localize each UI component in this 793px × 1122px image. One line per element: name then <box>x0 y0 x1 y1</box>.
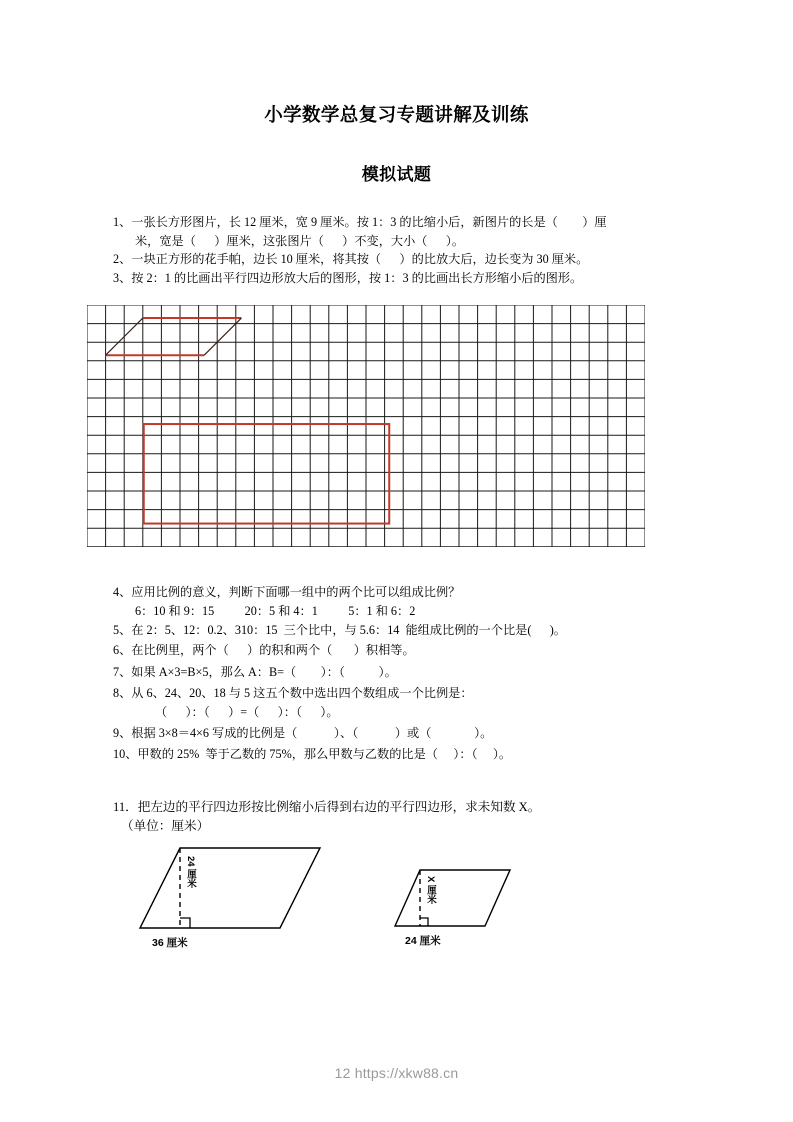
figure-11 <box>120 838 680 968</box>
question-1-line-1: 1、一张长方形图片，长 12 厘米，宽 9 厘米。按 1：3 的比缩小后，新图片的长是（ ）厘 <box>113 215 607 229</box>
question-6-line-1: 6、在比例里，两个（ ）的积和两个（ ）积相等。 <box>113 643 415 657</box>
question-4 <box>113 583 713 620</box>
question-5 <box>113 621 713 640</box>
question-6 <box>113 641 713 660</box>
question-11-line-2: （单位：厘米） <box>121 819 210 833</box>
question-9 <box>113 724 713 743</box>
question-9-line-1: 9、根据 3×8＝4×6 写成的比例是（ ）、（ ）或（ ）。 <box>113 726 493 740</box>
question-10-line-1: 10、甲数的 25% 等于乙数的 75%，那么甲数与乙数的比是（ ）：（ ）。 <box>113 747 512 761</box>
question-3 <box>113 269 713 288</box>
left-parallelogram-outline <box>140 848 320 928</box>
question-5-line-1: 5、在 2：5、12：0.2、310：15 三个比中，与 5.6：14 能组成比例的一个比是( )。 <box>113 623 566 637</box>
right-parallelogram-outline <box>395 870 510 926</box>
question-7-line-1: 7、如果 A×3=B×5，那么 A：B=（ ）：（ ）。 <box>113 665 397 679</box>
question-10 <box>113 745 713 764</box>
question-4-line-1: 4、应用比例的意义，判断下面哪一组中的两个比可以组成比例？ <box>113 585 461 599</box>
rectangle-shape <box>144 424 390 524</box>
question-4-line-2: 6：10 和 9：15 20：5 和 4：1 5：1 和 6：2 <box>135 603 416 618</box>
question-2 <box>113 250 713 269</box>
right-right-angle-mark <box>420 918 428 926</box>
question-8-line-1: 8、从 6、24、20、18 与 5 这五个数中选出四个数组成一个比例是： <box>113 686 473 700</box>
question-3-line-1: 3、按 2：1 的比画出平行四边形放大后的图形，按 1：3 的比画出长方形缩小后的图形。 <box>113 271 583 285</box>
question-7 <box>113 663 713 682</box>
right-parallelogram-base-label: 24 厘米 <box>405 935 441 947</box>
question-11-line-1: 11．把左边的平行四边形按比例缩小后得到右边的平行四边形，求未知数 X。 <box>113 800 541 814</box>
grid-figure <box>87 305 646 557</box>
grid-figure-canvas <box>87 305 645 547</box>
question-1 <box>113 213 713 250</box>
figure-11-canvas <box>120 838 680 968</box>
page-title: 小学数学总复习专题讲解及训练 <box>264 104 529 125</box>
question-8 <box>113 684 713 721</box>
left-right-angle-mark <box>180 918 190 928</box>
footer-watermark: 12 https://xkw88.cn <box>334 1065 459 1081</box>
question-8-line-2: （ ）：（ ）=（ ）：（ ）。 <box>155 704 339 719</box>
question-2-line-1: 2、一块正方形的花手帕，边长 10 厘米，将其按（ ）的比放大后，边长变为 30 厘米。 <box>113 252 589 266</box>
question-11 <box>113 798 713 836</box>
right-parallelogram-height-label: X 厘米 <box>425 876 436 904</box>
left-parallelogram-height-label: 24 厘米 <box>185 856 196 889</box>
question-1-line-2: 米，宽是（ ）厘米，这张图片（ ）不变，大小（ ）。 <box>135 233 465 248</box>
page-subtitle: 模拟试题 <box>361 165 432 184</box>
left-parallelogram-base-label: 36 厘米 <box>152 937 188 949</box>
